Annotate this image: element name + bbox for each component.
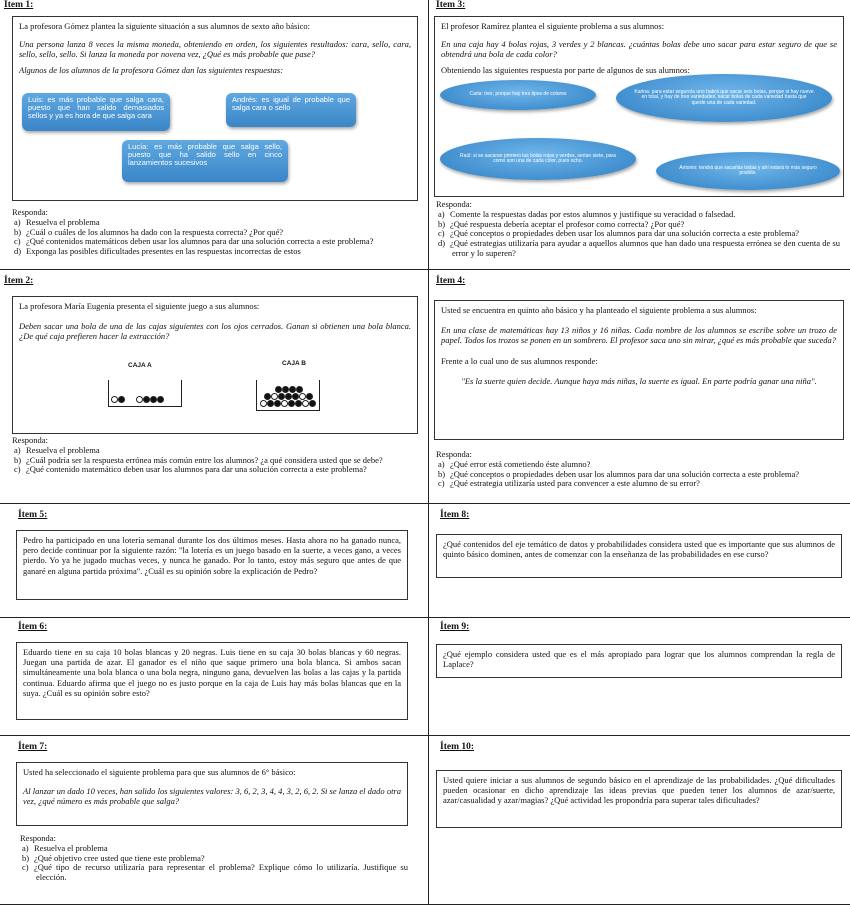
respond-label: Responda: xyxy=(20,833,56,843)
item-1-intro: La profesora Gómez plantea la siguiente situación a sus alumnos de sexto año básico: xyxy=(19,21,311,31)
respond-label: Responda: xyxy=(436,449,472,459)
question-item: b) ¿Qué respuesta debería aceptar el profesor como correcta? ¿Por qué? xyxy=(438,218,685,229)
item-10-title: Ítem 10: xyxy=(440,742,475,752)
item-1 xyxy=(0,0,428,269)
question-item: b) ¿Cuál o cuáles de los alumnos ha dado con la respuesta correcta? ¿Por qué? xyxy=(14,226,284,237)
question-item: c) ¿Qué conceptos o propiedades deben usar los alumnos para dar una solución correcta a este problema? xyxy=(438,228,800,239)
bubble-antonio: Antonio: tendrá que sacarlas todas y ahí estará lo más seguro posible. xyxy=(656,152,840,190)
black-ball xyxy=(274,400,281,407)
item-4-intro: Usted se encuentra en quinto año básico y ha planteado el siguiente problema a sus alumnos: xyxy=(441,305,757,315)
respond-label: Responda: xyxy=(12,435,48,445)
item-8-title: Ítem 8: xyxy=(440,510,470,520)
item-7-intro: Usted ha seleccionado el siguiente problema para que sus alumnos de 6° básico: xyxy=(23,767,296,777)
black-ball xyxy=(275,386,282,393)
respond-label: Responda: xyxy=(436,199,472,209)
item-3-answers-intro: Obteniendo las siguientes respuesta por parte de algunos de sus alumnos: xyxy=(441,64,690,75)
item-2-problem: Deben sacar una bola de una de las cajas siguientes con los ojos cerrados. Ganan si obtienen una bola blanca. ¿De qué caja prefieren hacer la extracción? xyxy=(19,321,411,342)
item-3-intro: El profesor Ramírez plantea el siguiente problema a sus alumnos: xyxy=(441,21,665,31)
item-10-text: Usted quiere iniciar a sus alumnos de segundo básico en el aprendizaje de las probabilidades. ¿Qué dificultades pueden ocasionar en dicho aprendizaje las ideas previas que pueden tener los alumnos de azar/suerte, azar/casualidad y azar/magias? ¿Qué actividad les propondría para superar tales dificultades? xyxy=(443,775,835,806)
black-ball xyxy=(150,396,157,403)
question-item: b) ¿Qué objetivo cree usted que tiene este problema? xyxy=(22,852,205,863)
item-1-problem: Una persona lanza 8 veces la misma moneda, obteniendo en orden, los siguientes resultados: cara, sello, cara, sello, sello, sello. Si lanza la moneda por novena vez, ¿Qué es más probable que pase? xyxy=(19,39,411,60)
black-ball xyxy=(306,393,313,400)
item-4-problem: En una clase de matemáticas hay 13 niños y 16 niñas. Cada nombre de los alumnos se escribe sobre un trozo de papel. Todos los trozos se ponen en un sombrero. El profesor saca uno sin mirar, ¿qué es más probable que suceda? xyxy=(441,325,837,346)
item-4 xyxy=(428,270,850,503)
item-1-answers-intro: Algunos de los alumnos de la profesora Gómez dan las siguientes respuestas: xyxy=(19,64,284,75)
item-3-problem: En una caja hay 4 bolas rojas, 3 verdes y 2 blancas. ¿cuántas bolas debe uno sacar para estar seguro de que se obtendrá una bola de cada color? xyxy=(441,39,837,60)
item-3-title: Ítem 3: xyxy=(436,0,466,10)
item-5-title: Ítem 5: xyxy=(18,510,48,520)
item-7 xyxy=(0,736,428,904)
question-item: c) ¿Qué estrategia utilizaría usted para convencer a este alumno de su error? xyxy=(438,478,700,489)
black-ball xyxy=(143,396,150,403)
question-item: a) Comente la respuestas dadas por estos alumnos y justifique su veracidad o falsedad. xyxy=(438,208,736,219)
item-9 xyxy=(428,618,850,735)
item-4-responses xyxy=(436,450,840,489)
white-ball xyxy=(111,396,118,403)
white-ball xyxy=(299,393,306,400)
item-6-box xyxy=(16,642,408,720)
item-3-responses xyxy=(436,200,840,259)
item-3 xyxy=(428,0,850,269)
question-item: b) ¿Qué conceptos o propiedades deben usar los alumnos para dar una solución correcta a este problema? xyxy=(438,468,800,479)
white-ball xyxy=(260,400,267,407)
item-2-title: Ítem 2: xyxy=(4,276,34,286)
item-9-title: Ítem 9: xyxy=(440,622,470,632)
item-5-text: Pedro ha participado en una lotería semanal durante los dos últimos meses. Hasta ahora no ha ganado nunca, pero decide continuar por la siguiente razón: "la lotería es un juego basado en la suerte, a veces gano, a veces pierdo. Yo ya he jugado muchas veces, y nunca he ganado. Por lo tanto, estoy más seguro que antes de que ganaré en alguna partida próxima". ¿Cuál es su opinión sobre la explicación de Pedro? xyxy=(23,535,401,576)
item-4-box xyxy=(434,300,844,440)
item-7-box xyxy=(16,762,408,826)
question-item: c) ¿Qué tipo de recurso utilizaría para representar el problema? Explique cómo lo utilizaría. Justifique su elección. xyxy=(22,862,408,883)
item-2-responses xyxy=(12,436,418,475)
item-8-box xyxy=(436,534,842,578)
white-ball xyxy=(271,393,278,400)
item-4-front: Frente a lo cual uno de sus alumnos responde: xyxy=(441,355,598,366)
item-10 xyxy=(428,736,850,904)
black-ball xyxy=(288,400,295,407)
item-7-problem: Al lanzar un dado 10 veces, han salido los siguientes valores: 3, 6, 2, 3, 4, 4, 3, 2, 6, 2. Si se lanza el dado otra vez, ¿qué número es más probable que salga? xyxy=(23,786,401,807)
caja-a-label: CAJA A xyxy=(128,362,152,369)
question-item: b) ¿Cuál podría ser la respuesta errónea más común entre los alumnos? ¿a qué considera usted que se debe? xyxy=(14,454,383,465)
question-item: c) ¿Qué contenido matemático deben usar los alumnos para dar una solución correcta a este problema? xyxy=(14,464,367,475)
item-9-box xyxy=(436,644,842,678)
white-ball xyxy=(302,400,309,407)
item-6-text: Eduardo tiene en su caja 10 bolas blancas y 20 negras. Luis tiene en su caja 30 bolas blancas y 60 negras. Juegan una partida de azar. El ganador es el niño que saque primero una bola blanca. Si ambos sacan simultáneamente una bola blanca o una bola negra, ninguno gana, devuelven las bolas a las cajas y la partida continua. Eduardo afirma que el juego no es justo porque en la caja de Luis hay más bolas blancas que en la suya. ¿Cuál es su opinión sobre esto? xyxy=(23,647,401,698)
question-item: a) ¿Qué error está cometiendo éste alumno? xyxy=(438,458,591,469)
black-ball xyxy=(285,393,292,400)
item-2-intro: La profesora María Eugenia presenta el siguiente juego a sus alumnos: xyxy=(19,301,260,311)
item-10-box xyxy=(436,770,842,828)
black-ball xyxy=(309,400,316,407)
bubble-carla: Carla: tres, porque hay tres tipos de colores xyxy=(440,80,596,110)
bubble-andres: Andrés: es igual de probable que salga cara o sello xyxy=(226,93,356,127)
black-ball xyxy=(289,386,296,393)
black-ball xyxy=(267,400,274,407)
black-ball xyxy=(295,400,302,407)
item-5 xyxy=(0,504,428,617)
item-7-responses xyxy=(20,834,408,883)
question-item: a) Resuelva el problema xyxy=(14,444,100,455)
respond-label: Responda: xyxy=(12,207,48,217)
question-item: a) Resuelva el problema xyxy=(22,842,108,853)
black-ball xyxy=(118,396,125,403)
item-1-responses xyxy=(12,208,418,257)
caja-a-box xyxy=(108,380,182,407)
question-item: a) Resuelva el problema xyxy=(14,216,100,227)
item-6 xyxy=(0,618,428,735)
caja-b-label: CAJA B xyxy=(282,360,306,367)
item-8-text: ¿Qué contenidos del eje temático de datos y probabilidades considera usted que es importante que sus alumnos de quinto básico dominen, antes de comenzar con la enseñanza de las probabilidades en ese curso? xyxy=(443,539,835,560)
black-ball xyxy=(264,393,271,400)
item-2 xyxy=(0,270,428,503)
black-ball xyxy=(282,386,289,393)
item-4-quote: "Es la suerte quien decide. Aunque haya más niñas, la suerte es igual. En parte podría ganar una niña". xyxy=(461,375,817,386)
item-5-box xyxy=(16,530,408,600)
white-ball xyxy=(281,400,288,407)
item-4-title: Ítem 4: xyxy=(436,276,466,286)
bubble-karina: Karina: para estar seguro/a uno habrá que sacar seis bolas, porque si hay nueve en total, y hay de tres variedades, sacar bolas de cada variedad hasta que quede una de cada variedad. xyxy=(616,74,832,122)
bubble-raul: Raúl: si se sacaran primero las bolas rojas y verdes, serían siete, para como son una de cada color, pues ocho. xyxy=(440,138,636,180)
white-ball xyxy=(136,396,143,403)
item-9-text: ¿Qué ejemplo considera usted que es el más apropiado para lograr que los alumnos comprendan la regla de Laplace? xyxy=(443,649,835,670)
caja-b-box xyxy=(256,380,320,411)
item-7-title: Ítem 7: xyxy=(18,742,48,752)
black-ball xyxy=(296,386,303,393)
question-item: d) Exponga las posibles dificultades presentes en las respuestas incorrectas de estos xyxy=(14,246,301,257)
bubble-luis: Luis: es más probable que salga cara, puesto que han salido demasiados sellos y ya es hora de que salga cara xyxy=(22,93,170,131)
black-ball xyxy=(157,396,164,403)
black-ball xyxy=(292,393,299,400)
item-6-title: Ítem 6: xyxy=(18,622,48,632)
question-item: c) ¿Qué contenidos matemáticos deben usar los alumnos para dar una solución correcta a este problema? xyxy=(14,236,374,247)
item-1-title: Ítem 1: xyxy=(4,0,34,10)
item-8 xyxy=(428,504,850,617)
bubble-lucia: Lucía: es más probable que salga sello, puesto que ha salido sello en cinco lanzamientos sucesivos xyxy=(122,140,288,182)
black-ball xyxy=(278,393,285,400)
item-2-box xyxy=(12,296,418,434)
question-item: d) ¿Qué estrategias utilizaría para ayudar a aquellos alumnos que han dado una respuesta errónea se den cuenta de su error y lo superen? xyxy=(438,238,840,258)
